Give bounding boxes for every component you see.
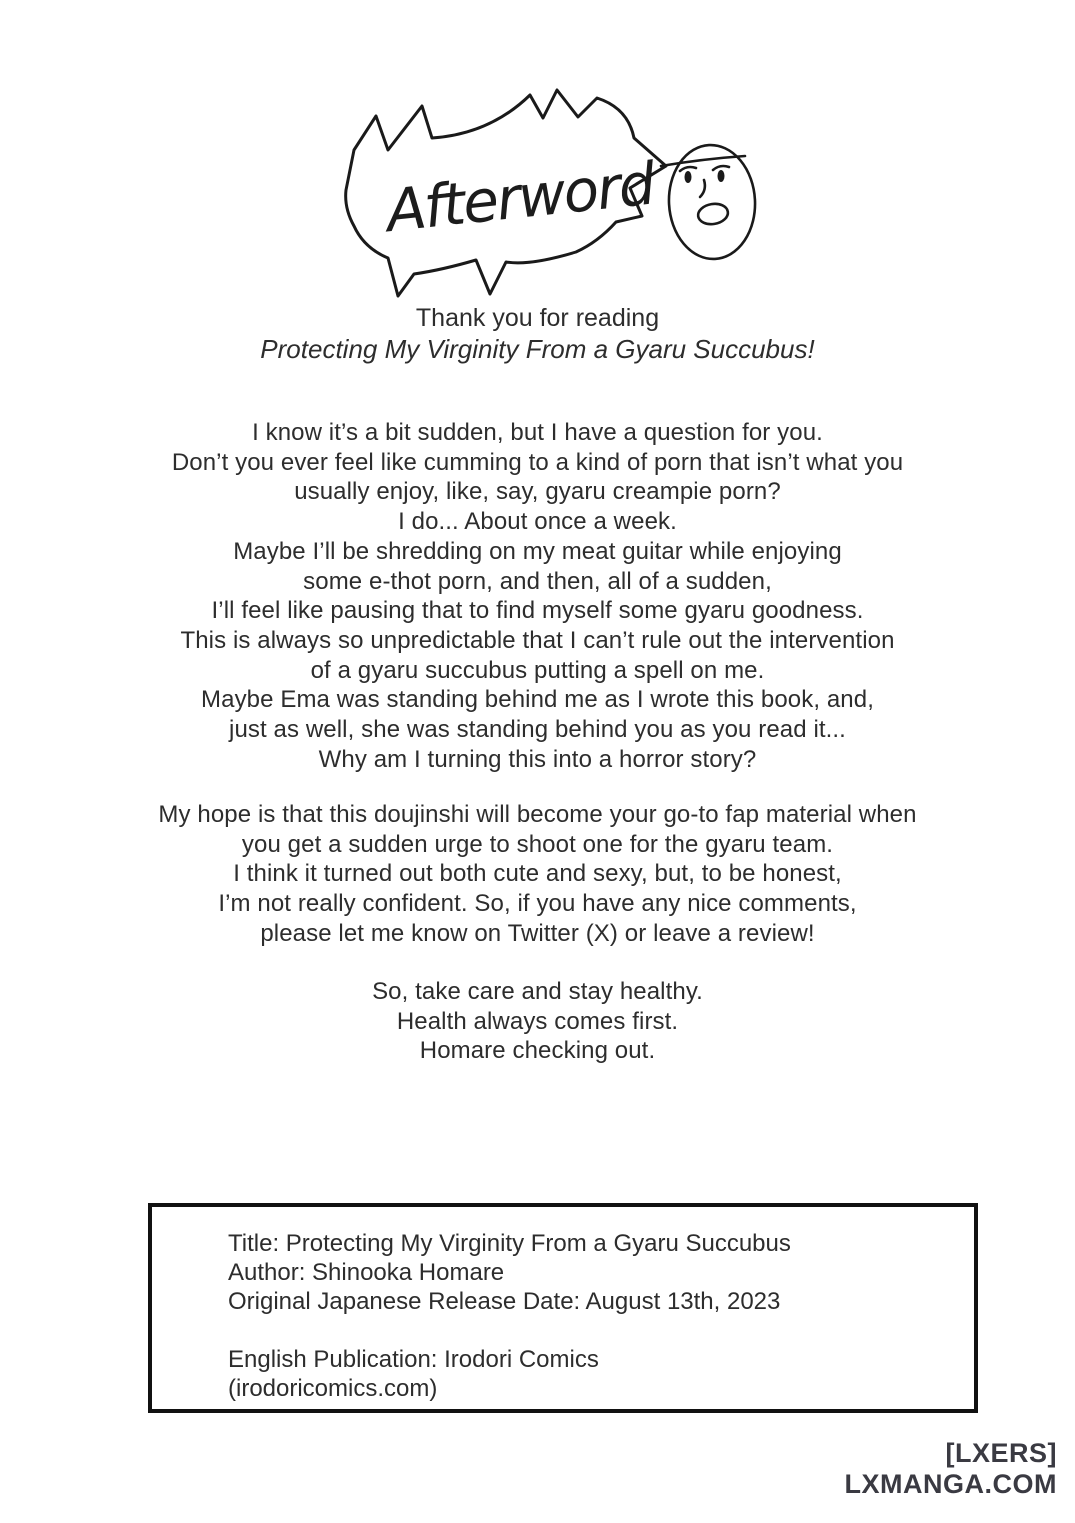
afterword-closing bbox=[0, 977, 1075, 1066]
text-line: English Publication: Irodori Comics bbox=[228, 1346, 599, 1373]
nose bbox=[700, 180, 705, 197]
text-line: Maybe I’ll be shredding on my meat guitar while enjoying bbox=[233, 537, 842, 565]
afterword-paragraph-1 bbox=[0, 418, 1075, 774]
face-outline bbox=[666, 143, 758, 261]
text-line: some e-thot porn, and then, all of a sudden, bbox=[303, 567, 772, 595]
text-line: I’m not really confident. So, if you have any nice comments, bbox=[218, 890, 857, 918]
book-title-line: Protecting My Virginity From a Gyaru Succubus! bbox=[260, 334, 815, 364]
site-watermark bbox=[845, 1438, 1057, 1500]
thanks-line: Thank you for reading bbox=[415, 304, 660, 332]
text-line: I know it’s a bit sudden, but I have a question for you. bbox=[252, 419, 823, 446]
text-line: usually enjoy, like, say, gyaru creampie porn? bbox=[294, 478, 781, 506]
colophon-english-publication bbox=[228, 1345, 954, 1403]
text-line: Homare checking out. bbox=[419, 1037, 656, 1065]
text-line: (irodoricomics.com) bbox=[228, 1375, 438, 1402]
text-line: Maybe Ema was standing behind me as I wrote this book, and, bbox=[201, 686, 874, 714]
text-line: please let me know on Twitter (X) or leave a review! bbox=[260, 919, 815, 947]
left-eye bbox=[685, 171, 692, 183]
text-line: Author: Shinooka Homare bbox=[228, 1259, 505, 1286]
text-line: I’ll feel like pausing that to find myself some gyaru goodness. bbox=[211, 597, 864, 625]
afterword-paragraph-2 bbox=[0, 800, 1075, 949]
text-line: I think it turned out both cute and sexy, but, to be honest, bbox=[233, 860, 842, 888]
open-mouth bbox=[697, 202, 730, 226]
text-line: So, take care and stay healthy. bbox=[372, 978, 703, 1005]
left-eyebrow bbox=[680, 167, 696, 171]
colophon-publication-info bbox=[228, 1229, 954, 1316]
watermark-site-name: LXMANGA.COM bbox=[844, 1469, 1057, 1499]
right-eye bbox=[718, 170, 725, 182]
text-line: you get a sudden urge to shoot one for the gyaru team. bbox=[241, 830, 834, 858]
hat-brim-line bbox=[661, 156, 745, 166]
author-face-doodle bbox=[661, 143, 758, 261]
watermark-group-tag: [LXERS] bbox=[945, 1438, 1057, 1468]
intro-block bbox=[0, 303, 1075, 365]
colophon-content bbox=[152, 1207, 974, 1403]
text-line: Original Japanese Release Date: August 13th, 2023 bbox=[228, 1288, 781, 1315]
text-line: Health always comes first. bbox=[396, 1007, 679, 1035]
text-line: of a gyaru succubus putting a spell on me. bbox=[310, 656, 765, 684]
text-line: My hope is that this doujinshi will become your go-to fap material when bbox=[158, 801, 917, 828]
text-line: Why am I turning this into a horror story? bbox=[318, 745, 757, 773]
text-line: Don’t you ever feel like cumming to a kind of porn that isn’t what you bbox=[171, 448, 904, 476]
text-line: just as well, she was standing behind you as you read it... bbox=[229, 716, 846, 744]
afterword-handwritten-label: Afterword bbox=[383, 149, 657, 246]
text-line: Title: Protecting My Virginity From a Gyaru Succubus bbox=[228, 1230, 791, 1257]
colophon-box bbox=[148, 1203, 978, 1413]
text-line: This is always so unpredictable that I can’t rule out the intervention bbox=[180, 626, 895, 654]
header-doodle-art bbox=[330, 80, 790, 300]
text-line: I do... About once a week. bbox=[398, 508, 677, 536]
right-eyebrow bbox=[713, 166, 729, 170]
